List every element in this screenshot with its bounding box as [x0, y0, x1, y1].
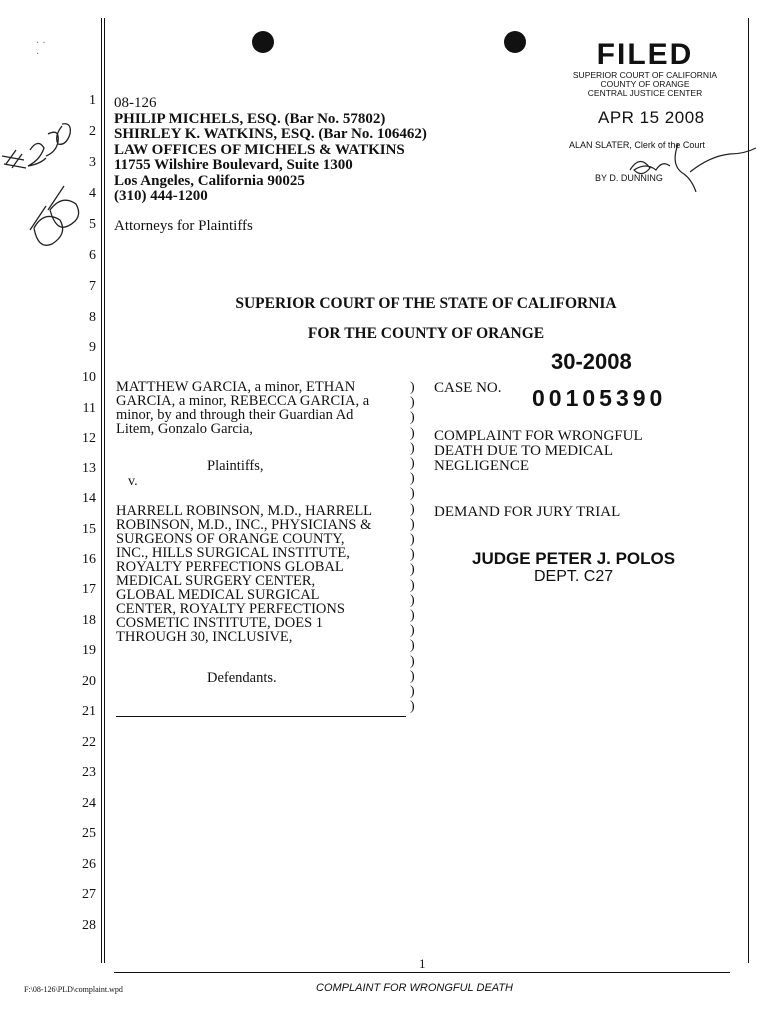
- plaintiffs-line: MATTHEW GARCIA, a minor, ETHAN: [116, 379, 356, 395]
- defendants-line: GLOBAL MEDICAL SURGICAL: [116, 587, 320, 603]
- defendants-line: MEDICAL SURGERY CENTER,: [116, 573, 316, 589]
- defendants-block: [116, 504, 372, 644]
- filed-stamp-court-line: SUPERIOR COURT OF CALIFORNIA: [572, 70, 718, 80]
- defendants-line: INC., HILLS SURGICAL INSTITUTE,: [116, 545, 350, 561]
- line-number: 25: [82, 826, 96, 841]
- defendants-line: ROBINSON, M.D., INC., PHYSICIANS &: [116, 517, 372, 533]
- plaintiffs-line: GARCIA, a minor, REBECCA GARCIA, a: [116, 393, 370, 409]
- complaint-title-line: DEATH DUE TO MEDICAL: [434, 443, 614, 459]
- case-year-stamp: 30-2008: [551, 349, 632, 374]
- defendants-line: ROYALTY PERFECTIONS GLOBAL: [116, 559, 344, 575]
- line-number: 27: [82, 887, 96, 902]
- plaintiffs-line: Litem, Gonzalo Garcia,: [116, 421, 253, 437]
- line-number: 12: [82, 431, 96, 446]
- line-number: 28: [82, 918, 96, 933]
- jury-demand: DEMAND FOR JURY TRIAL: [434, 504, 621, 520]
- complaint-title-line: COMPLAINT FOR WRONGFUL: [434, 428, 643, 444]
- attorneys-for: Attorneys for Plaintiffs: [114, 218, 253, 234]
- defendants-line: SURGEONS OF ORANGE COUNTY,: [116, 531, 345, 547]
- defendants-label: Defendants.: [207, 670, 277, 686]
- handwritten-marks: [0, 110, 100, 260]
- plaintiffs-label: Plaintiffs,: [207, 458, 264, 474]
- line-number: 21: [82, 704, 96, 719]
- attorney-line: 11755 Wilshire Boulevard, Suite 1300: [114, 157, 353, 173]
- left-margin-rule-outer: [101, 18, 102, 963]
- defendants-line: HARRELL ROBINSON, M.D., HARRELL: [116, 503, 373, 519]
- court-title: SUPERIOR COURT OF THE STATE OF CALIFORNIA: [235, 295, 617, 312]
- line-number: 26: [82, 857, 96, 872]
- line-number: 5: [89, 217, 96, 232]
- plaintiffs-line: minor, by and through their Guardian Ad: [116, 407, 354, 423]
- line-number: 15: [82, 522, 96, 537]
- line-number: 18: [82, 613, 96, 628]
- page-number: 1: [419, 956, 426, 971]
- filed-stamp: [552, 40, 738, 98]
- versus: v.: [128, 474, 138, 489]
- case-no-label: CASE NO.: [434, 380, 502, 396]
- attorney-line: LAW OFFICES OF MICHELS & WATKINS: [114, 141, 405, 158]
- complaint-title-line: NEGLIGENCE: [434, 458, 529, 474]
- plaintiffs-block: [116, 380, 369, 436]
- scan-marks: · · ·: [36, 38, 46, 60]
- filed-stamp-court-line: CENTRAL JUSTICE CENTER: [587, 88, 703, 98]
- clerk-name: ALAN SLATER, Clerk of the Court: [569, 140, 705, 150]
- footer-file-path: F:\08-126\PLD\complaint.wpd: [24, 985, 123, 994]
- attorney-line: (310) 444-1200: [114, 188, 208, 204]
- clerk-signature: [620, 142, 760, 192]
- punch-hole-right: [504, 31, 526, 53]
- line-number: 3: [89, 155, 96, 170]
- attorney-block: [114, 96, 427, 205]
- line-number: 7: [89, 279, 96, 294]
- line-number: 19: [82, 643, 96, 658]
- line-number: 20: [82, 674, 96, 689]
- line-number: 6: [89, 248, 96, 263]
- deputy-clerk: BY D. DUNNING: [595, 173, 663, 183]
- line-number: 1: [89, 93, 96, 108]
- complaint-title: [434, 429, 643, 474]
- file-number: 08-126: [114, 95, 157, 111]
- court-county: FOR THE COUNTY OF ORANGE: [307, 325, 545, 342]
- judge-stamp: JUDGE PETER J. POLOS: [472, 549, 676, 568]
- filed-stamp-court-line: COUNTY OF ORANGE: [600, 79, 690, 89]
- line-number: 16: [82, 552, 96, 567]
- caption-parentheses: ) ) ) ) ) ) ) ) ) ) ) ) ) ) ) ) ) ) ) ) ) ): [410, 380, 415, 715]
- line-number: 13: [82, 461, 96, 476]
- line-number: 17: [82, 582, 96, 597]
- defendants-line: COSMETIC INSTITUTE, DOES 1: [116, 615, 324, 631]
- case-number: 00105390: [532, 385, 667, 411]
- attorney-line: Los Angeles, California 90025: [114, 172, 305, 189]
- defendants-line: CENTER, ROYALTY PERFECTIONS: [116, 601, 345, 617]
- caption-underline: [116, 716, 406, 717]
- line-number: 2: [89, 124, 96, 139]
- line-number: 24: [82, 796, 96, 811]
- line-number: 22: [82, 735, 96, 750]
- punch-hole-left: [252, 31, 274, 53]
- line-number: 23: [82, 765, 96, 780]
- line-number: 10: [82, 370, 96, 385]
- line-number: 9: [89, 340, 96, 355]
- line-number: 4: [89, 186, 96, 201]
- line-number: 14: [82, 491, 96, 506]
- filed-stamp-title: FILED: [596, 38, 694, 71]
- dept-stamp: DEPT. C27: [534, 568, 614, 585]
- attorney-line: PHILIP MICHELS, ESQ. (Bar No. 57802): [114, 110, 386, 127]
- footer-title: COMPLAINT FOR WRONGFUL DEATH: [316, 982, 513, 994]
- attorney-line: SHIRLEY K. WATKINS, ESQ. (Bar No. 106462): [114, 126, 427, 142]
- footer-rule: [114, 972, 730, 973]
- line-number: 8: [89, 310, 96, 325]
- filed-date: APR 15 2008: [598, 108, 705, 127]
- left-margin-rule-inner: [104, 18, 105, 963]
- defendants-line: THROUGH 30, INCLUSIVE,: [116, 629, 293, 645]
- line-number: 11: [82, 401, 96, 416]
